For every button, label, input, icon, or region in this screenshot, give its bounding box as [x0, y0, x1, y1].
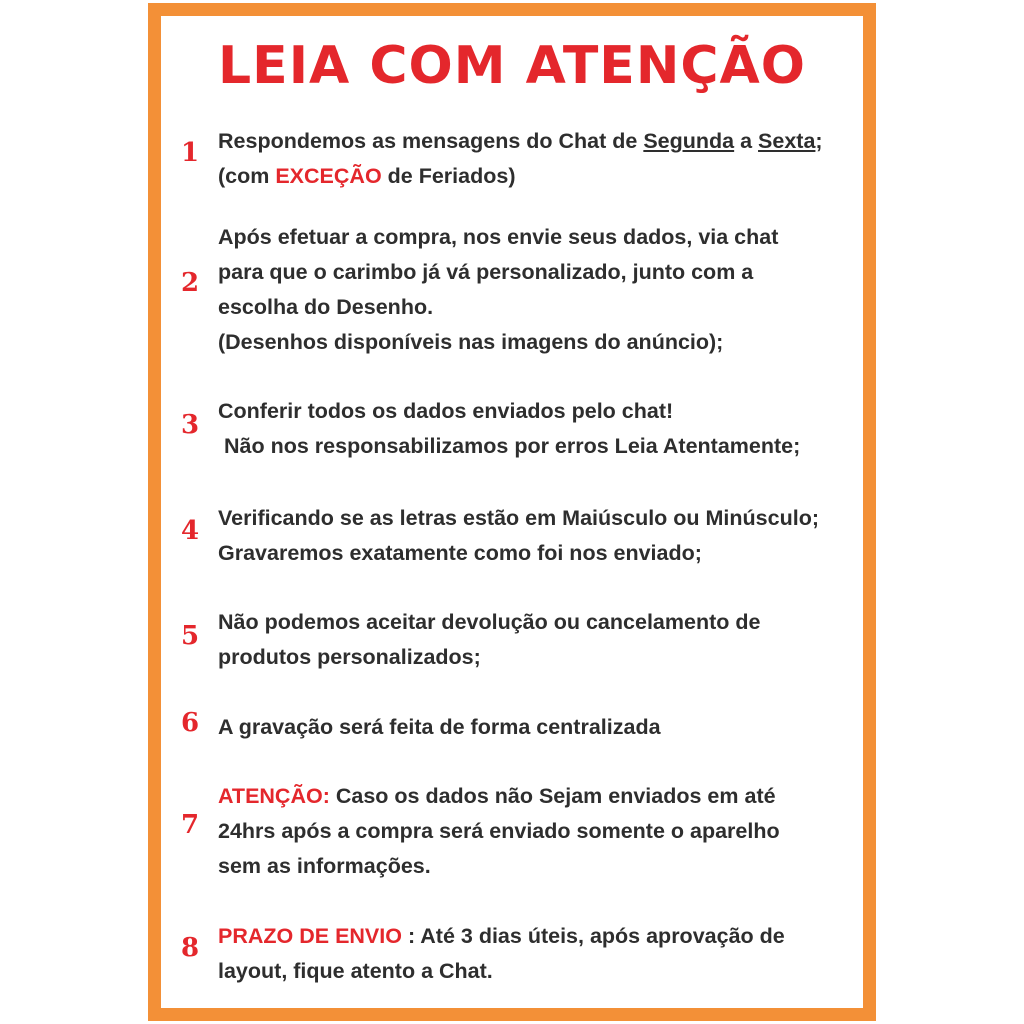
notice-poster	[148, 3, 876, 1021]
item-2-line-4: (Desenhos disponíveis nas imagens do anúncio);	[218, 330, 724, 354]
item-number-7: 7	[180, 810, 200, 840]
atencao-label: ATENÇÃO:	[218, 784, 330, 808]
item-number-8: 8	[180, 933, 200, 963]
item-5-line-2: produtos personalizados;	[218, 645, 481, 669]
item-4-line-1: Verificando se as letras estão em Maiúsculo ou Minúsculo;	[218, 506, 819, 530]
item-number-6: 6	[180, 708, 200, 738]
item-number-1: 1	[180, 138, 200, 168]
item-7-line-2: 24hrs após a compra será enviado somente o aparelho	[218, 819, 780, 843]
item-text-6	[218, 710, 878, 745]
segunda-word: Segunda	[643, 129, 735, 153]
item-7-line-1: ATENÇÃO: Caso os dados não Sejam enviados em até	[218, 784, 776, 808]
item-text-7	[218, 779, 878, 884]
item-4-line-2: Gravaremos exatamente como foi nos enviado;	[218, 541, 702, 565]
excecao-highlight: EXCEÇÃO	[275, 164, 382, 188]
item-1-line-1: Respondemos as mensagens do Chat de Segunda a Sexta;	[218, 129, 823, 153]
item-text-2	[218, 220, 878, 360]
item-8-line-1: PRAZO DE ENVIO : Até 3 dias úteis, após aprovação de	[218, 924, 785, 948]
item-number-3: 3	[180, 410, 200, 440]
item-7-line-3: sem as informações.	[218, 854, 431, 878]
item-1-line-2: (com EXCEÇÃO de Feriados)	[218, 164, 516, 188]
item-2-line-2: para que o carimbo já vá personalizado, junto com a	[218, 260, 754, 284]
item-6-line-1: A gravação será feita de forma centralizada	[218, 715, 661, 739]
prazo-label: PRAZO DE ENVIO	[218, 924, 402, 948]
item-3-line-1: Conferir todos os dados enviados pelo chat!	[218, 399, 674, 423]
item-number-4: 4	[180, 516, 200, 546]
item-8-line-2: layout, fique atento a Chat.	[218, 959, 493, 983]
item-text-8	[218, 919, 878, 989]
sexta-word: Sexta	[758, 129, 816, 153]
item-3-line-2: Não nos responsabilizamos por erros Leia Atentamente;	[224, 434, 801, 458]
poster-title: LEIA COM ATENÇÃO	[218, 36, 806, 96]
item-text-4	[218, 501, 878, 571]
item-number-2: 2	[180, 268, 200, 298]
item-number-5: 5	[180, 621, 200, 651]
item-text-3	[218, 394, 878, 464]
item-text-5	[218, 605, 878, 675]
item-5-line-1: Não podemos aceitar devolução ou cancelamento de	[218, 610, 761, 634]
item-text-1	[218, 124, 878, 194]
item-2-line-3: escolha do Desenho.	[218, 295, 434, 319]
item-2-line-1: Após efetuar a compra, nos envie seus dados, via chat	[218, 225, 779, 249]
